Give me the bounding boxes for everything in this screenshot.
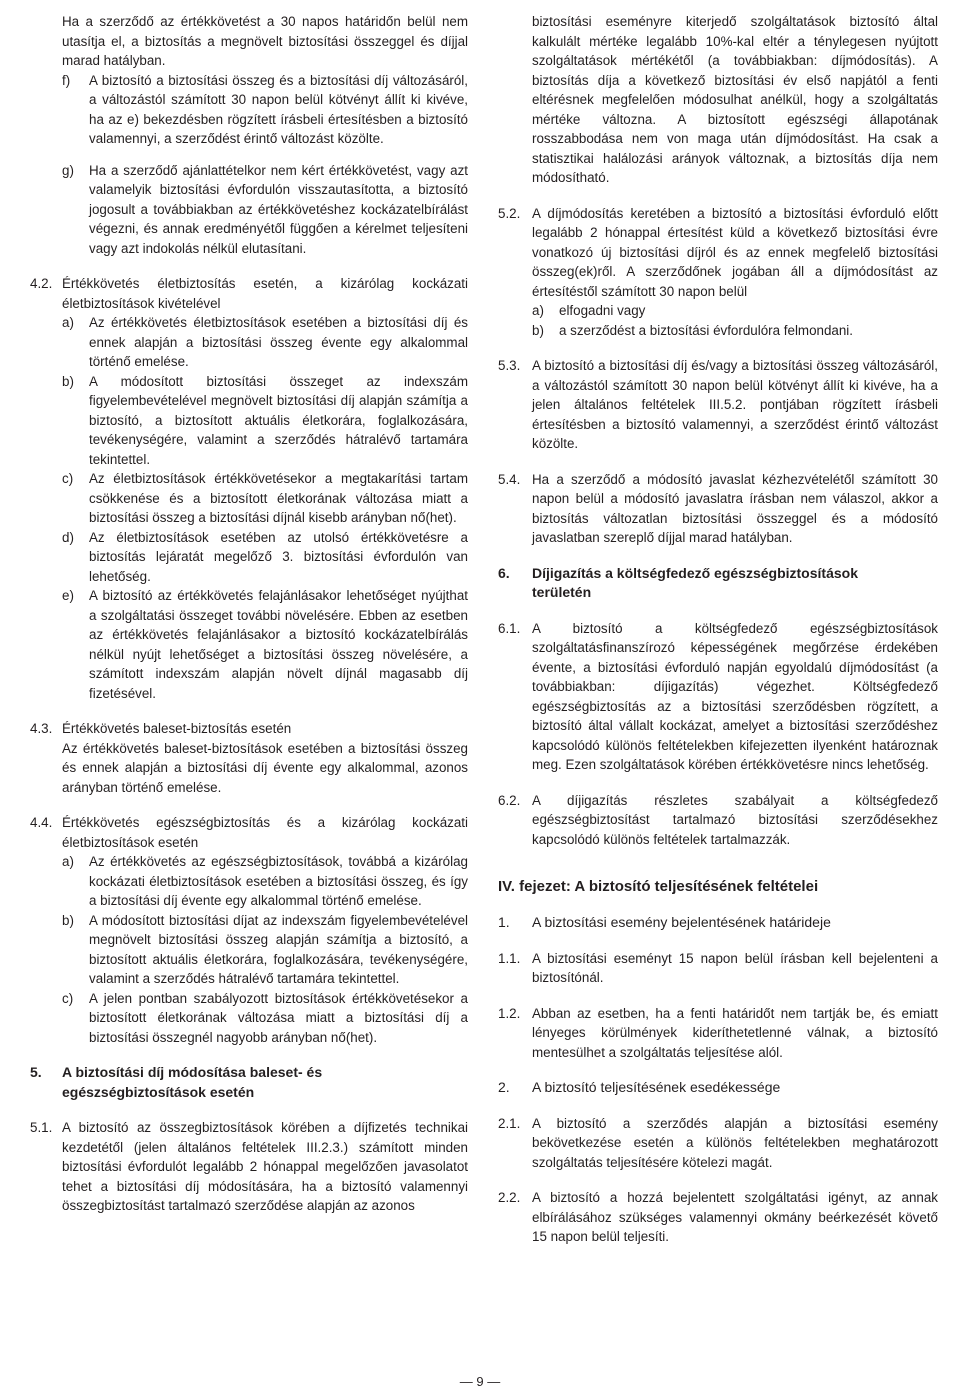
- section-4-4: [30, 813, 468, 1047]
- text-b: a szerződést a biztosítási évfordulóra felmondani.: [559, 322, 854, 338]
- section-5-4-number: 5.4.: [498, 471, 521, 487]
- section-4-4-b: [62, 911, 468, 989]
- section-5-4: [498, 470, 938, 548]
- right-column: [498, 12, 938, 1247]
- label-b: b): [532, 322, 544, 338]
- subsection-1-1-text: A biztosítási eseményt 15 napon belül írásban kell bejelenteni a biztosítónál.: [532, 950, 938, 985]
- section-6-2-text: A díjigazítás részletes szabályait a költségfedező egészségbiztosítást tartalmazó biztosítási szerződésekhez kapcsolódó különös feltételek tartalmazzák.: [532, 792, 938, 847]
- label-e: e): [62, 588, 74, 603]
- section-4-2-a: [62, 313, 468, 372]
- text-e: A biztosító az értékkövetés felajánlásakor lehetőséget nyújthat a szolgáltatási összeget további növelésére. Ebben az esetben az értékkövetés felajánlásakor a biztosító kockázatelbírálás nélkül nyújt lehetőséget a biztosítási összeg növelésére, a számított indexszám alapján növelt díjnál magasabb díj fizetésével.: [89, 588, 468, 701]
- section-5-2-a: [532, 301, 938, 321]
- text-a: Az értékkövetés életbiztosítások esetében a biztosítási díj és ennek alapján a biztosítási összeg évente egy alkalommal történő emelése.: [89, 315, 468, 369]
- chapter-title: IV. fejezet: A biztosító teljesítésének feltételei: [498, 878, 819, 895]
- section-5-3-text: A biztosító a biztosítási díj és/vagy a biztosítási összeg változásáról, a változástól számított 30 napon belül kötvényt állít ki kivéve, ha a jelen általános feltételek III.5.2. pontjában rögzített írásbeli értesítésben a biztosító valamennyi, a szerződést érintő változást közölte.: [532, 358, 938, 451]
- section-5-2-b: [532, 321, 938, 341]
- subsection-1-1: [498, 949, 938, 988]
- section-4-4-c: [62, 989, 468, 1048]
- subsection-1-1-number: 1.1.: [498, 950, 521, 966]
- label-c: c): [62, 990, 74, 1006]
- paragraph-intro: Ha a szerződő az értékkövetést a 30 napos határidőn belül nem utasítja el, a biztosítás a megnövelt biztosítási összeggel és díjjal marad hatályban.: [62, 14, 468, 68]
- subsection-2-1: [498, 1114, 938, 1173]
- text-c: Az életbiztosítások értékkövetésekor a megtakarítási tartam csökkenése és a biztosított életkorának változása miatt a biztosítási összeg a biztosítási díjnál kisebb arányban nő(het).: [89, 471, 468, 525]
- subsection-2-number: 2.: [498, 1079, 510, 1095]
- section-5-2: [498, 204, 938, 341]
- section-5-number: 5.: [30, 1064, 42, 1080]
- label-a: a): [532, 303, 544, 318]
- section-4-2-number: 4.2.: [30, 276, 53, 291]
- section-5-2-number: 5.2.: [498, 205, 521, 221]
- item-g-text: Ha a szerződő ajánlattételkor nem kért értékkövetést, vagy azt valamelyik biztosítási évfordulón visszautasította, a biztosító jogosult a továbbiakban az értékkövetéshez kockázatelbírálást végezni, és annak eredményétől függően a kérelmet teljesíteni vagy azt indokolás nélkül elutasítani.: [89, 162, 468, 256]
- item-f-label: f): [62, 72, 71, 88]
- subsection-1-2-number: 1.2.: [498, 1005, 521, 1021]
- page-number: — 9 —: [459, 1374, 501, 1389]
- section-4-3: [30, 719, 468, 797]
- section-5-heading: [30, 1063, 468, 1102]
- section-6-2-number: 6.2.: [498, 792, 521, 808]
- section-5-title: A biztosítási díj módosítása baleset- és egészségbiztosítások esetén: [62, 1064, 323, 1100]
- section-4-3-heading: Értékkövetés baleset-biztosítás esetén: [62, 721, 292, 736]
- subsection-2-2-text: A biztosító a hozzá bejelentett szolgáltatási igényt, az annak elbírálásához szükséges valamennyi okmány beérkezését követő 15 napon belül teljesíti.: [532, 1190, 938, 1244]
- subsection-1-title: A biztosítási esemény bejelentésének határideje: [532, 914, 831, 930]
- section-5-1-text: A biztosító az összegbiztosítások körében a díjfizetés technikai kezdetétől (jelen általános feltételek III.2.3.) számított minden biztosítási évfordulót legalább 2 hónappal megelőzően javasolatot tehet a biztosítási díj módosítására, ha a biztosító valamennyi összegbiztosítást tartalmazó szerződése alapján az azonos: [62, 1120, 468, 1213]
- text-c: A jelen pontban szabályozott biztosítások értékkövetésekor a biztosított életkorának változása miatt a biztosítási díj a biztosítási összegnél nagyobb arányban nő(het).: [89, 990, 468, 1045]
- section-6-number: 6.: [498, 564, 510, 581]
- section-6-title: Díjigazítás a költségfedező egészségbiztosítások területén: [532, 564, 858, 600]
- section-4-2-c: [62, 469, 468, 528]
- section-4-2-b: [62, 372, 468, 470]
- section-5-3-number: 5.3.: [498, 358, 521, 373]
- subsection-1-2-text: Abban az esetben, ha a fenti határidőt nem tartják be, és emiatt lényeges körülmények kideríthetetlenné válnak, a biztosító mentesülhet a szolgáltatás teljesítése alól.: [532, 1005, 938, 1060]
- subsection-2-2: [498, 1188, 938, 1247]
- label-b: b): [62, 373, 74, 389]
- section-4-4-heading: Értékkövetés egészségbiztosítás és a kizárólag kockázati életbiztosítások esetén: [62, 815, 468, 850]
- subsection-2-2-number: 2.2.: [498, 1190, 521, 1205]
- subsection-2-title: A biztosító teljesítésének esedékessége: [532, 1079, 781, 1095]
- text-a: elfogadni vagy: [559, 303, 646, 318]
- subsection-1-2: [498, 1004, 938, 1063]
- item-g-label: g): [62, 162, 74, 178]
- subsection-2-heading: [498, 1078, 938, 1098]
- label-b: b): [62, 912, 74, 928]
- section-5-1: [30, 1118, 468, 1216]
- left-column: [30, 12, 468, 1216]
- item-g: [30, 161, 468, 259]
- paragraph-continued: biztosítási eseményre kiterjedő szolgáltatások biztosító által kalkulált mértéke legalább 10%-kal eltér a ténylegesen nyújtott szolgáltatások mértékétől (a továbbiakban: díjmódosítás). A biztosítás díja a következő biztosítási év első napjától a fenti eltérésnek megfelelően módosulhat anélkül, hogy a szolgáltatás mértéke változna. A biztosított egészségi állapotának rosszabbodása nem von maga után díjmódosítást. Ha csak a statisztikai halálozási arányok változnak, a biztosítás díja nem módosítható.: [532, 14, 938, 185]
- section-5-1-number: 5.1.: [30, 1120, 53, 1135]
- section-4-2-d: [62, 528, 468, 587]
- section-4-2-e: [62, 586, 468, 703]
- section-5-2-text: A díjmódosítás keretében a biztosító a biztosítási évforduló előtt legalább 2 hónappal értesítést küld a következő biztosítási évre vonatkozó új biztosítási díjról és az ennek megfelelő biztosítási összeg(ek)ről. A szerződőnek jogában áll a díjmódosítást az értesítéstől számított 30 napon belül: [532, 205, 938, 299]
- section-6-1: [498, 619, 938, 775]
- item-f-text: A biztosító a biztosítási összeg és a biztosítási díj változásáról, a változástól számított 30 napon belül kötvényt állít ki kivéve, ha az e) bekezdésben rögzített írásbeli értesítésben a biztosító valamennyi, a szerződést érintő változást közölte.: [89, 72, 468, 146]
- section-6-1-number: 6.1.: [498, 620, 521, 636]
- section-6-1-text: A biztosító a költségfedező egészségbiztosítások szolgáltatásfinanszírozó képességének megőrzése érdekében évente, a biztosítási évforduló napján egyoldalú díjmódosítást (a továbbiakban: díjigazítás) végezhet. Költségfedező egészségbiztosítás az a biztosítási szerződésben rögzített, a biztosító által vállalt kockázat, amelyet a biztosítási szerződéshez kapcsolódó különös feltételekben kifejezetten ilyenként határoznak meg. Ezen szolgáltatások körében értékkövetésre nincs lehetőség.: [532, 620, 938, 772]
- section-4-2-heading: Értékkövetés életbiztosítás esetén, a kizárólag kockázati életbiztosítások kivételével: [62, 276, 468, 311]
- text-b: A módosított biztosítási összeget az indexszám figyelembevételével megnövelt biztosítási díj alapján számítja a biztosító, a biztosított aktuális életkorára, foglalkozására, tevékenységére, valamint a szerződés hátralévő tartamára tekintettel.: [89, 373, 468, 467]
- section-6-heading: [498, 564, 938, 603]
- subsection-2-1-number: 2.1.: [498, 1115, 521, 1131]
- subsection-1-heading: [498, 913, 938, 933]
- section-4-2: [30, 274, 468, 703]
- text-b: A módosított biztosítási díjat az indexszám figyelembevételével megnövelt biztosítási összeg alapján számítja a biztosító, a biztosított aktuális életkorára, foglalkozására, tevékenységére, valamint a szerződés hátralévő tartamára tekintettel.: [89, 912, 468, 986]
- section-6-2: [498, 791, 938, 850]
- subsection-2-1-text: A biztosító a szerződés alapján a biztosítási esemény bekövetkezése esetén a különös feltételekben meghatározott szolgáltatás teljesítésére kötelezi magát.: [532, 1115, 938, 1170]
- text-a: Az értékkövetés az egészségbiztosítások, továbbá a kizárólag kockázati életbiztosítások esetében a biztosítási összeg, és így a biztosítási díj évente egy alkalommal történő emelése.: [89, 854, 468, 908]
- label-a: a): [62, 315, 74, 330]
- section-5-3: [498, 356, 938, 454]
- subsection-1-number: 1.: [498, 914, 510, 930]
- section-4-3-text: Az értékkövetés baleset-biztosítások esetében a biztosítási összeg és ennek alapján a biztosítási díj évente egy alkalommal, azonos arányban történő emelése.: [62, 740, 468, 795]
- section-5-4-text: Ha a szerződő a módosító javaslat kézhezvételétől számított 30 napon belül a módosító javaslatra írásban nem válaszol, akkor a biztosítás változatlan biztosítási összeggel és a módosító javaslatban szereplő díjjal marad hatályban.: [532, 471, 938, 545]
- text-d: Az életbiztosítások esetében az utolsó értékkövetésre a biztosítás lejáratát megelőző 3. biztosítási évfordulón van lehetőség.: [89, 529, 468, 584]
- section-4-4-number: 4.4.: [30, 815, 53, 830]
- label-c: c): [62, 471, 74, 486]
- item-f: [30, 71, 468, 149]
- label-d: d): [62, 529, 74, 545]
- label-a: a): [62, 854, 74, 869]
- section-4-4-a: [62, 852, 468, 911]
- section-4-3-number: 4.3.: [30, 721, 53, 736]
